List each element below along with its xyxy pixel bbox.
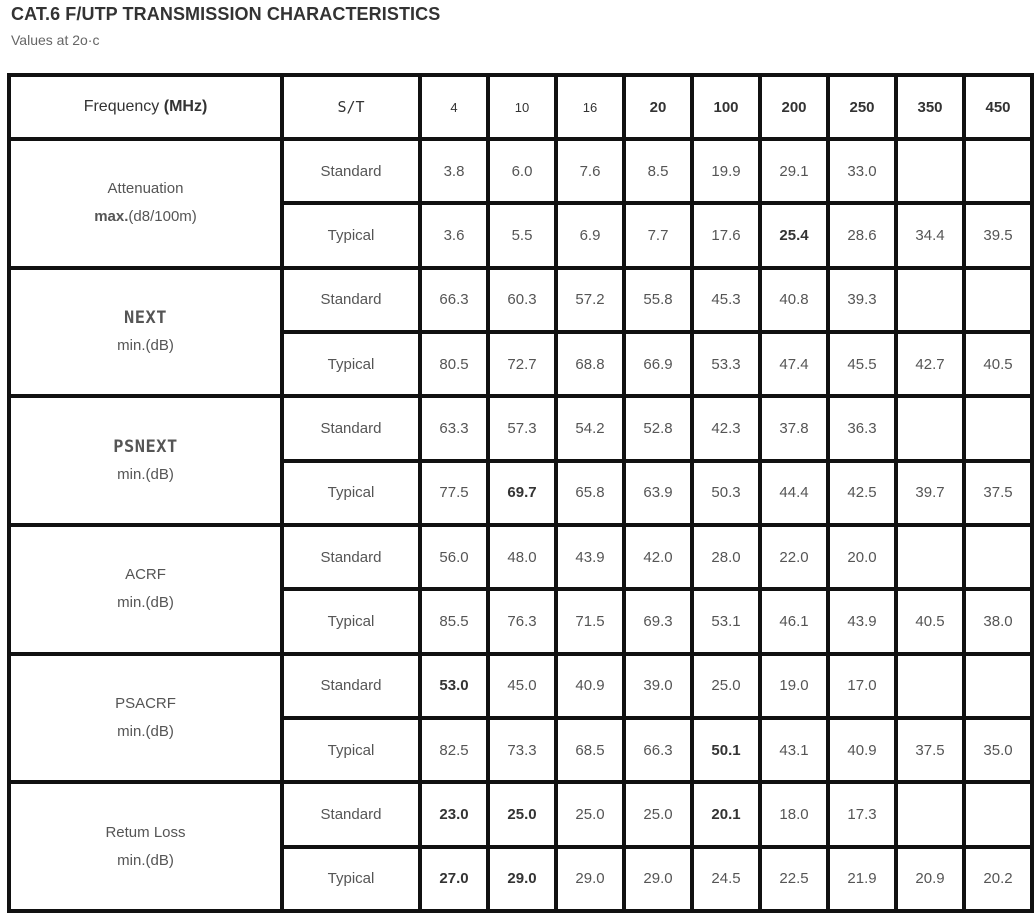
value-cell: 40.5 <box>964 332 1032 396</box>
value-cell: 28.0 <box>692 525 760 589</box>
value-cell: 6.9 <box>556 203 624 267</box>
value-cell: 25.4 <box>760 203 828 267</box>
table-row <box>9 525 1032 589</box>
value-cell <box>896 396 964 460</box>
value-cell: 29.0 <box>556 847 624 911</box>
param-psnext <box>9 396 282 525</box>
value-cell: 53.3 <box>692 332 760 396</box>
value-cell: 66.3 <box>624 718 692 782</box>
row-label-typical: Typical <box>282 589 420 653</box>
value-cell: 46.1 <box>760 589 828 653</box>
value-cell: 20.2 <box>964 847 1032 911</box>
value-cell: 17.0 <box>828 654 896 718</box>
value-cell: 3.8 <box>420 139 488 203</box>
param-unit: max.(d8/100m) <box>94 208 197 226</box>
row-label-typical: Typical <box>282 847 420 911</box>
param-attenuation <box>9 139 282 268</box>
page-subtitle: Values at 2o·c <box>11 32 100 48</box>
value-cell: 53.0 <box>420 654 488 718</box>
value-cell: 33.0 <box>828 139 896 203</box>
param-name: PSNEXT <box>113 436 178 457</box>
row-label-standard: Standard <box>282 268 420 332</box>
value-cell: 73.3 <box>488 718 556 782</box>
value-cell: 6.0 <box>488 139 556 203</box>
value-cell: 45.5 <box>828 332 896 396</box>
value-cell: 57.2 <box>556 268 624 332</box>
value-cell: 22.0 <box>760 525 828 589</box>
header-freq-350: 350 <box>896 75 964 139</box>
value-cell: 54.2 <box>556 396 624 460</box>
value-cell: 37.5 <box>964 461 1032 525</box>
value-cell: 45.0 <box>488 654 556 718</box>
value-cell: 34.4 <box>896 203 964 267</box>
value-cell: 39.0 <box>624 654 692 718</box>
value-cell: 66.9 <box>624 332 692 396</box>
header-st: S/T <box>282 75 420 139</box>
value-cell: 71.5 <box>556 589 624 653</box>
value-cell: 39.3 <box>828 268 896 332</box>
value-cell: 29.1 <box>760 139 828 203</box>
value-cell <box>964 782 1032 846</box>
row-label-standard: Standard <box>282 139 420 203</box>
param-unit: min.(dB) <box>117 851 174 869</box>
value-cell: 66.3 <box>420 268 488 332</box>
param-name: NEXT <box>124 307 167 328</box>
value-cell: 48.0 <box>488 525 556 589</box>
value-cell: 76.3 <box>488 589 556 653</box>
table-row <box>9 396 1032 460</box>
table-row <box>9 268 1032 332</box>
value-cell: 22.5 <box>760 847 828 911</box>
value-cell: 20.1 <box>692 782 760 846</box>
header-freq-450: 450 <box>964 75 1032 139</box>
value-cell <box>896 139 964 203</box>
value-cell: 63.9 <box>624 461 692 525</box>
value-cell: 43.9 <box>556 525 624 589</box>
value-cell: 72.7 <box>488 332 556 396</box>
value-cell: 36.3 <box>828 396 896 460</box>
value-cell: 50.3 <box>692 461 760 525</box>
value-cell: 77.5 <box>420 461 488 525</box>
value-cell: 40.9 <box>828 718 896 782</box>
value-cell: 56.0 <box>420 525 488 589</box>
value-cell <box>964 268 1032 332</box>
row-label-typical: Typical <box>282 461 420 525</box>
param-name: PSACRF <box>115 694 176 712</box>
value-cell: 17.6 <box>692 203 760 267</box>
value-cell: 23.0 <box>420 782 488 846</box>
table-row <box>9 139 1032 203</box>
value-cell: 40.9 <box>556 654 624 718</box>
row-label-standard: Standard <box>282 782 420 846</box>
value-cell: 43.9 <box>828 589 896 653</box>
value-cell: 45.3 <box>692 268 760 332</box>
header-freq-200: 200 <box>760 75 828 139</box>
value-cell: 29.0 <box>624 847 692 911</box>
value-cell: 82.5 <box>420 718 488 782</box>
value-cell: 35.0 <box>964 718 1032 782</box>
value-cell <box>964 139 1032 203</box>
value-cell: 47.4 <box>760 332 828 396</box>
value-cell: 63.3 <box>420 396 488 460</box>
value-cell <box>896 654 964 718</box>
value-cell: 69.7 <box>488 461 556 525</box>
value-cell: 20.9 <box>896 847 964 911</box>
param-name: Attenuation <box>107 180 184 198</box>
header-freq-20: 20 <box>624 75 692 139</box>
row-label-typical: Typical <box>282 203 420 267</box>
value-cell: 37.5 <box>896 718 964 782</box>
header-freq-100: 100 <box>692 75 760 139</box>
transmission-characteristics-table <box>7 73 1034 913</box>
value-cell: 69.3 <box>624 589 692 653</box>
value-cell: 65.8 <box>556 461 624 525</box>
param-unit: min.(dB) <box>117 336 174 354</box>
value-cell: 19.9 <box>692 139 760 203</box>
value-cell: 68.5 <box>556 718 624 782</box>
value-cell: 50.1 <box>692 718 760 782</box>
value-cell: 55.8 <box>624 268 692 332</box>
value-cell: 43.1 <box>760 718 828 782</box>
value-cell: 53.1 <box>692 589 760 653</box>
value-cell: 27.0 <box>420 847 488 911</box>
value-cell: 3.6 <box>420 203 488 267</box>
param-unit: min.(dB) <box>117 722 174 740</box>
header-freq-10: 10 <box>488 75 556 139</box>
value-cell: 39.5 <box>964 203 1032 267</box>
param-unit: min.(dB) <box>117 465 174 483</box>
header-row <box>9 75 1032 139</box>
param-next <box>9 268 282 397</box>
value-cell: 25.0 <box>488 782 556 846</box>
value-cell: 44.4 <box>760 461 828 525</box>
header-frequency-label: Frequency <box>83 98 160 115</box>
value-cell: 68.8 <box>556 332 624 396</box>
value-cell <box>896 782 964 846</box>
value-cell: 42.3 <box>692 396 760 460</box>
page-title: CAT.6 F/UTP TRANSMISSION CHARACTERISTICS <box>11 4 441 24</box>
header-freq-250: 250 <box>828 75 896 139</box>
header-frequency-unit: (MHz) <box>163 98 208 115</box>
value-cell: 38.0 <box>964 589 1032 653</box>
value-cell: 7.7 <box>624 203 692 267</box>
param-return-loss <box>9 782 282 911</box>
value-cell: 28.6 <box>828 203 896 267</box>
value-cell: 60.3 <box>488 268 556 332</box>
value-cell: 7.6 <box>556 139 624 203</box>
value-cell: 29.0 <box>488 847 556 911</box>
param-acrf <box>9 525 282 654</box>
value-cell: 80.5 <box>420 332 488 396</box>
value-cell <box>964 396 1032 460</box>
param-name: ACRF <box>125 566 166 584</box>
param-unit: min.(dB) <box>117 594 174 612</box>
value-cell: 19.0 <box>760 654 828 718</box>
header-freq-16: 16 <box>556 75 624 139</box>
value-cell: 40.5 <box>896 589 964 653</box>
row-label-typical: Typical <box>282 332 420 396</box>
value-cell: 18.0 <box>760 782 828 846</box>
value-cell: 24.5 <box>692 847 760 911</box>
value-cell: 17.3 <box>828 782 896 846</box>
value-cell: 39.7 <box>896 461 964 525</box>
row-label-standard: Standard <box>282 396 420 460</box>
value-cell: 42.0 <box>624 525 692 589</box>
value-cell: 5.5 <box>488 203 556 267</box>
value-cell: 40.8 <box>760 268 828 332</box>
value-cell: 52.8 <box>624 396 692 460</box>
value-cell: 8.5 <box>624 139 692 203</box>
value-cell: 25.0 <box>556 782 624 846</box>
value-cell: 42.5 <box>828 461 896 525</box>
header-freq-4: 4 <box>420 75 488 139</box>
header-frequency <box>9 75 282 139</box>
value-cell: 85.5 <box>420 589 488 653</box>
row-label-typical: Typical <box>282 718 420 782</box>
value-cell <box>896 268 964 332</box>
param-name: Retum Loss <box>105 823 186 841</box>
row-label-standard: Standard <box>282 654 420 718</box>
param-psacrf <box>9 654 282 783</box>
table-row <box>9 782 1032 846</box>
row-label-standard: Standard <box>282 525 420 589</box>
value-cell: 42.7 <box>896 332 964 396</box>
value-cell: 25.0 <box>692 654 760 718</box>
table-row <box>9 654 1032 718</box>
value-cell: 37.8 <box>760 396 828 460</box>
value-cell: 25.0 <box>624 782 692 846</box>
value-cell <box>964 525 1032 589</box>
value-cell: 20.0 <box>828 525 896 589</box>
value-cell <box>896 525 964 589</box>
value-cell: 57.3 <box>488 396 556 460</box>
value-cell <box>964 654 1032 718</box>
value-cell: 21.9 <box>828 847 896 911</box>
